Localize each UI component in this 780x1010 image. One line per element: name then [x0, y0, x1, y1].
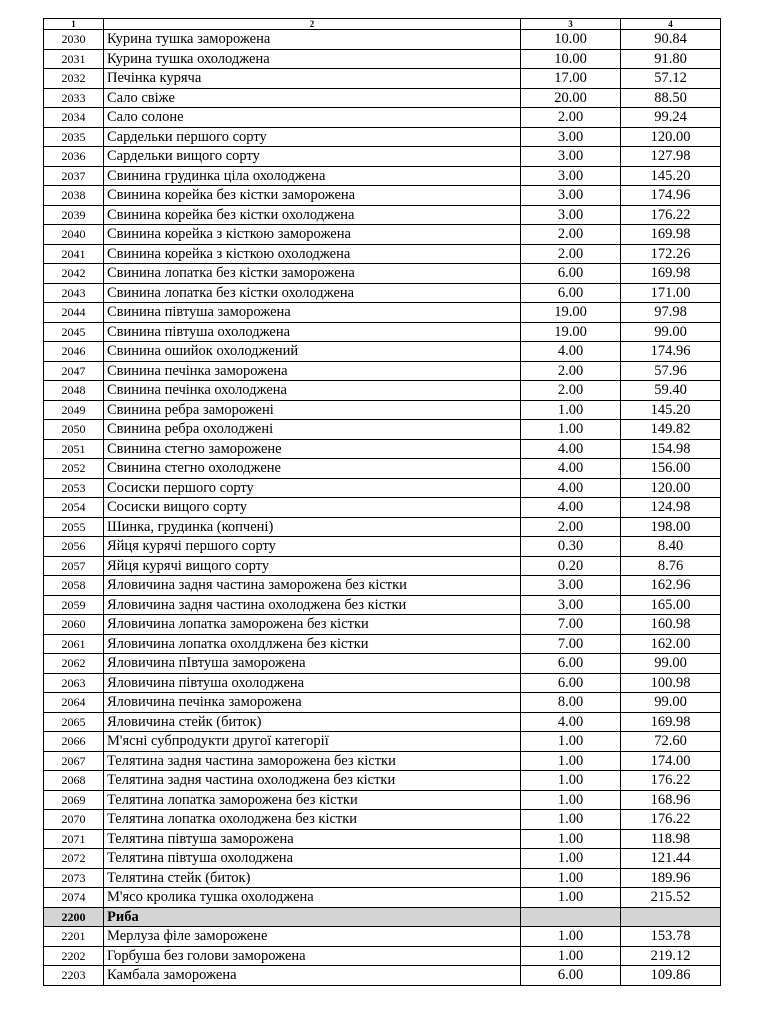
item-code: 2034 [44, 108, 104, 128]
item-quantity: 6.00 [521, 966, 621, 986]
item-quantity: 3.00 [521, 166, 621, 186]
item-price: 91.80 [621, 49, 721, 69]
column-number-row [44, 19, 721, 30]
column-number: 1 [44, 19, 104, 30]
table-row [44, 303, 721, 323]
item-name: Яловичина лопатка заморожена без кістки [104, 615, 521, 635]
table-row [44, 264, 721, 284]
item-price: 215.52 [621, 888, 721, 908]
item-code: 2042 [44, 264, 104, 284]
item-quantity: 6.00 [521, 654, 621, 674]
item-code: 2063 [44, 673, 104, 693]
item-price: 162.00 [621, 634, 721, 654]
table-row [44, 205, 721, 225]
table-row [44, 888, 721, 908]
item-quantity: 3.00 [521, 147, 621, 167]
table-row [44, 966, 721, 986]
item-code: 2032 [44, 69, 104, 89]
item-name: Яловичина задня частина охолоджена без кістки [104, 595, 521, 615]
table-row [44, 186, 721, 206]
item-price: 59.40 [621, 381, 721, 401]
item-price: 8.76 [621, 556, 721, 576]
item-code: 2033 [44, 88, 104, 108]
item-code: 2062 [44, 654, 104, 674]
item-code: 2038 [44, 186, 104, 206]
table-row [44, 361, 721, 381]
item-code: 2030 [44, 30, 104, 50]
item-price: 174.96 [621, 186, 721, 206]
item-quantity: 4.00 [521, 439, 621, 459]
item-name: Яловичина стейк (биток) [104, 712, 521, 732]
item-quantity: 20.00 [521, 88, 621, 108]
table-row [44, 439, 721, 459]
item-name: Камбала заморожена [104, 966, 521, 986]
item-name: Телятина задня частина заморожена без кістки [104, 751, 521, 771]
item-code: 2040 [44, 225, 104, 245]
section-row [44, 907, 721, 927]
item-code: 2068 [44, 771, 104, 791]
item-name: Телятина лопатка охолоджена без кістки [104, 810, 521, 830]
item-name: Телятина задня частина охолоджена без кістки [104, 771, 521, 791]
item-quantity: 4.00 [521, 478, 621, 498]
item-price: 100.98 [621, 673, 721, 693]
item-quantity: 1.00 [521, 868, 621, 888]
item-name: Свинина стегно охолоджене [104, 459, 521, 479]
item-quantity: 1.00 [521, 751, 621, 771]
item-quantity: 19.00 [521, 322, 621, 342]
item-code: 2036 [44, 147, 104, 167]
item-code: 2055 [44, 517, 104, 537]
item-code: 2045 [44, 322, 104, 342]
item-price: 189.96 [621, 868, 721, 888]
item-name: Сосиски вищого сорту [104, 498, 521, 518]
item-quantity: 3.00 [521, 576, 621, 596]
item-name: Свинина корейка з кісткою охолоджена [104, 244, 521, 264]
table-row [44, 322, 721, 342]
item-quantity: 3.00 [521, 595, 621, 615]
item-code: 2065 [44, 712, 104, 732]
item-name: Свинина півтуша охолоджена [104, 322, 521, 342]
item-quantity: 6.00 [521, 283, 621, 303]
item-quantity: 1.00 [521, 810, 621, 830]
table-row [44, 459, 721, 479]
table-row [44, 108, 721, 128]
table-row [44, 69, 721, 89]
table-row [44, 147, 721, 167]
item-name: Свинина грудинка ціла охолоджена [104, 166, 521, 186]
item-quantity: 17.00 [521, 69, 621, 89]
item-quantity: 8.00 [521, 693, 621, 713]
table-row [44, 829, 721, 849]
item-quantity: 2.00 [521, 225, 621, 245]
item-price: 198.00 [621, 517, 721, 537]
item-code: 2049 [44, 400, 104, 420]
item-code: 2051 [44, 439, 104, 459]
item-quantity: 2.00 [521, 108, 621, 128]
item-name: Печінка куряча [104, 69, 521, 89]
item-code: 2067 [44, 751, 104, 771]
item-name: Свинина печінка охолоджена [104, 381, 521, 401]
item-code: 2202 [44, 946, 104, 966]
item-code: 2031 [44, 49, 104, 69]
item-price: 162.96 [621, 576, 721, 596]
item-price: 156.00 [621, 459, 721, 479]
column-number: 2 [104, 19, 521, 30]
item-name: Яйця курячі вищого сорту [104, 556, 521, 576]
item-name: Яловичина печінка заморожена [104, 693, 521, 713]
item-price: 120.00 [621, 127, 721, 147]
item-name: М'ясо кролика тушка охолоджена [104, 888, 521, 908]
table-row [44, 693, 721, 713]
table-row [44, 556, 721, 576]
item-quantity: 1.00 [521, 732, 621, 752]
item-name: Сало солоне [104, 108, 521, 128]
item-quantity: 4.00 [521, 712, 621, 732]
table-row [44, 771, 721, 791]
item-quantity: 6.00 [521, 673, 621, 693]
table-body [44, 19, 721, 986]
item-name: Курина тушка охолоджена [104, 49, 521, 69]
item-quantity: 4.00 [521, 459, 621, 479]
item-code: 2047 [44, 361, 104, 381]
item-quantity: 2.00 [521, 361, 621, 381]
item-name: Горбуша без голови заморожена [104, 946, 521, 966]
item-code: 2050 [44, 420, 104, 440]
table-row [44, 342, 721, 362]
item-name: М'ясні субпродукти другої категорії [104, 732, 521, 752]
item-name: Курина тушка заморожена [104, 30, 521, 50]
item-quantity: 4.00 [521, 498, 621, 518]
item-price: 109.86 [621, 966, 721, 986]
table-row [44, 88, 721, 108]
item-name: Свинина печінка заморожена [104, 361, 521, 381]
table-row [44, 732, 721, 752]
item-code: 2052 [44, 459, 104, 479]
item-price: 176.22 [621, 810, 721, 830]
item-quantity: 7.00 [521, 615, 621, 635]
item-code: 2054 [44, 498, 104, 518]
table-row [44, 537, 721, 557]
item-name: Мерлуза філе заморожене [104, 927, 521, 947]
item-quantity: 2.00 [521, 244, 621, 264]
item-code: 2056 [44, 537, 104, 557]
item-code: 2044 [44, 303, 104, 323]
table-row [44, 849, 721, 869]
item-price: 169.98 [621, 712, 721, 732]
item-price: 118.98 [621, 829, 721, 849]
item-quantity: 2.00 [521, 381, 621, 401]
item-price: 99.00 [621, 654, 721, 674]
item-price: 57.12 [621, 69, 721, 89]
table-row [44, 751, 721, 771]
table-row [44, 576, 721, 596]
item-name: Свинина ошийок охолоджений [104, 342, 521, 362]
item-price: 90.84 [621, 30, 721, 50]
item-code: 2043 [44, 283, 104, 303]
item-code: 2074 [44, 888, 104, 908]
item-code: 2070 [44, 810, 104, 830]
table-row [44, 868, 721, 888]
item-price: 8.40 [621, 537, 721, 557]
item-name: Яйця курячі першого сорту [104, 537, 521, 557]
table-row [44, 946, 721, 966]
table-row [44, 225, 721, 245]
item-price: 172.26 [621, 244, 721, 264]
item-quantity: 1.00 [521, 829, 621, 849]
table-row [44, 634, 721, 654]
item-code: 2061 [44, 634, 104, 654]
table-row [44, 30, 721, 50]
table-row [44, 927, 721, 947]
item-price: 176.22 [621, 205, 721, 225]
item-code: 2072 [44, 849, 104, 869]
item-quantity: 6.00 [521, 264, 621, 284]
table-row [44, 810, 721, 830]
item-price: 154.98 [621, 439, 721, 459]
item-quantity: 1.00 [521, 790, 621, 810]
item-name: Риба [104, 907, 521, 927]
item-name: Свинина півтуша заморожена [104, 303, 521, 323]
item-quantity: 2.00 [521, 517, 621, 537]
item-code: 2200 [44, 907, 104, 927]
item-code: 2039 [44, 205, 104, 225]
item-name: Свинина ребра охолоджені [104, 420, 521, 440]
item-name: Свинина лопатка без кістки заморожена [104, 264, 521, 284]
price-table [43, 18, 721, 986]
item-code: 2069 [44, 790, 104, 810]
item-quantity: 3.00 [521, 127, 621, 147]
item-quantity: 4.00 [521, 342, 621, 362]
item-name: Свинина корейка без кістки охолоджена [104, 205, 521, 225]
item-price: 99.00 [621, 322, 721, 342]
item-price: 153.78 [621, 927, 721, 947]
table-row [44, 400, 721, 420]
item-name: Телятина півтуша заморожена [104, 829, 521, 849]
item-quantity: 10.00 [521, 49, 621, 69]
item-name: Сало свіже [104, 88, 521, 108]
item-price: 88.50 [621, 88, 721, 108]
item-price: 160.98 [621, 615, 721, 635]
item-quantity: 3.00 [521, 186, 621, 206]
item-code: 2071 [44, 829, 104, 849]
item-price: 219.12 [621, 946, 721, 966]
item-code: 2201 [44, 927, 104, 947]
item-code: 2060 [44, 615, 104, 635]
item-price: 169.98 [621, 225, 721, 245]
item-name: Телятина лопатка заморожена без кістки [104, 790, 521, 810]
table-row [44, 595, 721, 615]
item-price: 174.96 [621, 342, 721, 362]
item-code: 2037 [44, 166, 104, 186]
item-name: Свинина ребра заморожені [104, 400, 521, 420]
table-row [44, 283, 721, 303]
item-name: Яловичина півтуша охолоджена [104, 673, 521, 693]
table-row [44, 381, 721, 401]
item-quantity: 1.00 [521, 849, 621, 869]
table-row [44, 790, 721, 810]
table-row [44, 615, 721, 635]
item-quantity: 7.00 [521, 634, 621, 654]
item-name: Яловичина лопатка охолдлжена без кістки [104, 634, 521, 654]
item-price: 165.00 [621, 595, 721, 615]
item-price: 149.82 [621, 420, 721, 440]
item-name: Свинина лопатка без кістки охолоджена [104, 283, 521, 303]
item-name: Телятина півтуша охолоджена [104, 849, 521, 869]
item-price: 174.00 [621, 751, 721, 771]
item-quantity: 19.00 [521, 303, 621, 323]
item-code: 2066 [44, 732, 104, 752]
item-price: 72.60 [621, 732, 721, 752]
item-quantity: 0.30 [521, 537, 621, 557]
table-row [44, 517, 721, 537]
item-code: 2057 [44, 556, 104, 576]
item-quantity: 1.00 [521, 888, 621, 908]
item-quantity: 10.00 [521, 30, 621, 50]
item-code: 2203 [44, 966, 104, 986]
item-code: 2064 [44, 693, 104, 713]
table-row [44, 478, 721, 498]
item-quantity [521, 907, 621, 927]
table-row [44, 166, 721, 186]
item-price: 120.00 [621, 478, 721, 498]
item-quantity: 1.00 [521, 946, 621, 966]
table-row [44, 673, 721, 693]
item-quantity: 1.00 [521, 771, 621, 791]
item-name: Сосиски першого сорту [104, 478, 521, 498]
item-quantity: 1.00 [521, 927, 621, 947]
item-name: Свинина корейка з кісткою заморожена [104, 225, 521, 245]
item-code: 2046 [44, 342, 104, 362]
item-code: 2059 [44, 595, 104, 615]
item-price: 176.22 [621, 771, 721, 791]
column-number: 4 [621, 19, 721, 30]
table-row [44, 654, 721, 674]
item-price: 168.96 [621, 790, 721, 810]
item-code: 2053 [44, 478, 104, 498]
item-quantity: 0.20 [521, 556, 621, 576]
item-code: 2073 [44, 868, 104, 888]
table-row [44, 127, 721, 147]
item-name: Сардельки першого сорту [104, 127, 521, 147]
item-code: 2035 [44, 127, 104, 147]
item-name: Яловичина пІвтуша заморожена [104, 654, 521, 674]
table-row [44, 49, 721, 69]
item-quantity: 3.00 [521, 205, 621, 225]
item-price [621, 907, 721, 927]
table-row [44, 244, 721, 264]
table-row [44, 498, 721, 518]
item-name: Телятина стейк (биток) [104, 868, 521, 888]
item-price: 121.44 [621, 849, 721, 869]
item-price: 57.96 [621, 361, 721, 381]
item-name: Яловичина задня частина заморожена без кістки [104, 576, 521, 596]
item-quantity: 1.00 [521, 420, 621, 440]
item-name: Шинка, грудинка (копчені) [104, 517, 521, 537]
item-code: 2041 [44, 244, 104, 264]
item-price: 124.98 [621, 498, 721, 518]
table-row [44, 420, 721, 440]
item-price: 127.98 [621, 147, 721, 167]
table-row [44, 712, 721, 732]
item-name: Свинина стегно заморожене [104, 439, 521, 459]
item-price: 169.98 [621, 264, 721, 284]
item-quantity: 1.00 [521, 400, 621, 420]
item-price: 97.98 [621, 303, 721, 323]
item-price: 171.00 [621, 283, 721, 303]
item-name: Свинина корейка без кістки заморожена [104, 186, 521, 206]
item-price: 145.20 [621, 166, 721, 186]
item-name: Сардельки вищого сорту [104, 147, 521, 167]
item-price: 99.00 [621, 693, 721, 713]
item-code: 2048 [44, 381, 104, 401]
item-code: 2058 [44, 576, 104, 596]
column-number: 3 [521, 19, 621, 30]
item-price: 145.20 [621, 400, 721, 420]
item-price: 99.24 [621, 108, 721, 128]
